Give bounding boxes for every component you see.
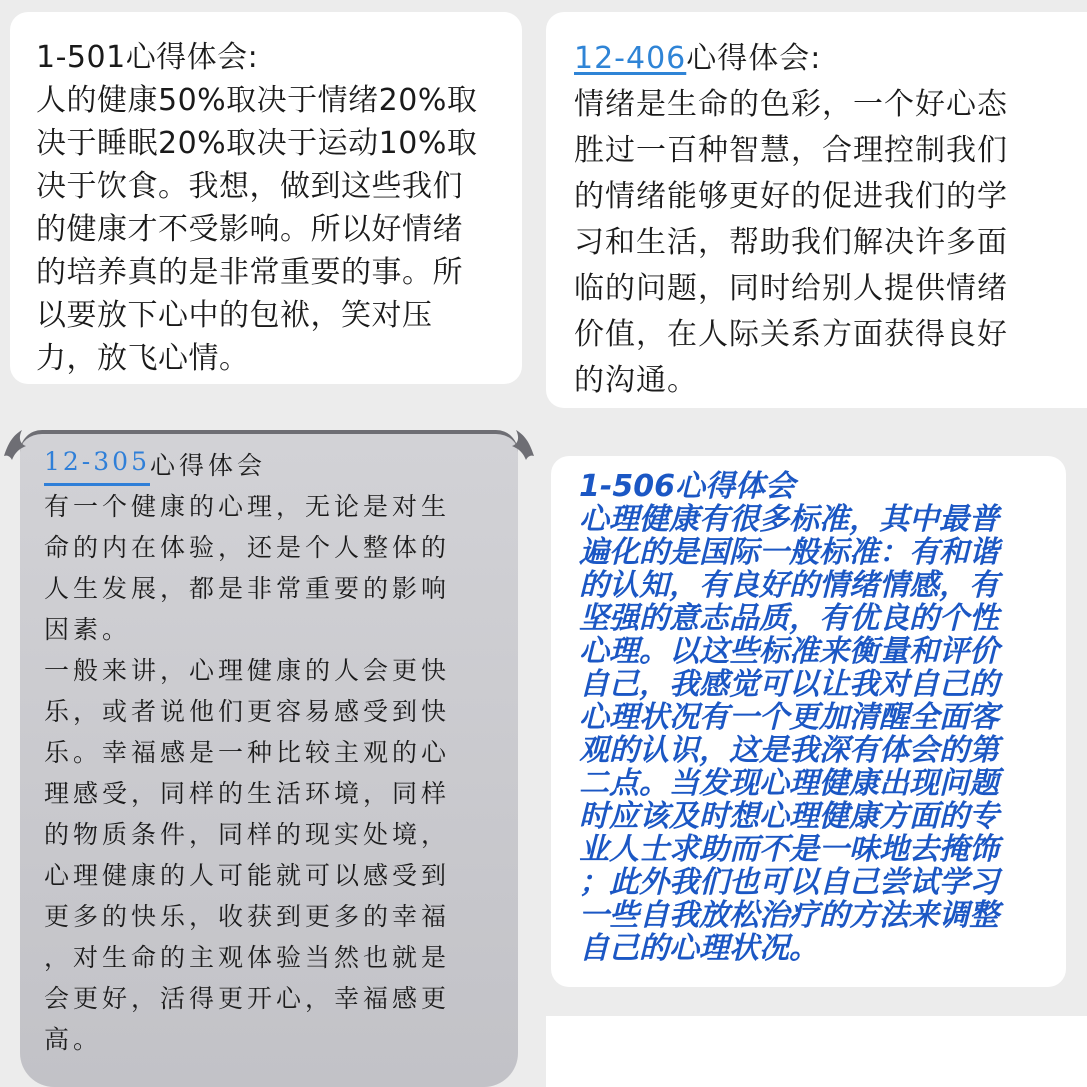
post-id: 1-501 xyxy=(36,40,126,75)
message-bubble-1-501[interactable] xyxy=(10,12,522,384)
post-id-link[interactable]: 12-305 xyxy=(44,441,150,486)
message-bubble-12-406[interactable] xyxy=(546,12,1087,408)
post-id: 1-506 xyxy=(579,469,675,504)
post-body: 心理健康有很多标准，其中最普 遍化的是国际一般标准：有和谐 的认知，有良好的情绪情感，有 坚强的意志品质，有优良的个性 心理。以这些标准来衡量和评价 自己，我感觉可以让我对自己的 心理状况有一个更加清醒全面客 观的认识，这是我深有体会的第 二点。当发现心理健康出现问题 时应该及时想心理健康方面的专 业人士求助而不是一味地去掩饰 ；此外我们也可以自己尝试学习 一些自我放松治疗的方法来调整 自己的心理状况。 xyxy=(579,502,999,966)
post-title-suffix: 心得体会 xyxy=(674,469,795,504)
post-title-suffix: 心得体会: xyxy=(125,40,259,75)
bat-icon xyxy=(2,426,42,460)
background-strip xyxy=(546,1016,1087,1087)
bubble-title xyxy=(574,36,1075,82)
bubble-title xyxy=(44,446,504,486)
post-title-suffix: 心得体会 xyxy=(149,451,266,480)
bat-icon xyxy=(496,426,536,460)
post-body: 情绪是生命的色彩，一个好心态 胜过一百种智慧，合理控制我们 的情绪能够更好的促进我们的学 习和生活，帮助我们解决许多面 临的问题，同时给别人提供情绪 价值，在人际关系方面获得良好 的沟通。 xyxy=(574,87,1008,398)
bubble-title xyxy=(36,36,502,79)
message-bubble-1-506[interactable] xyxy=(551,456,1066,987)
post-title-suffix: 心得体会: xyxy=(686,41,822,76)
post-body: 人的健康50%取决于情绪20%取 决于睡眠20%取决于运动10%取 决于饮食。我想，做到这些我们 的健康才不受影响。所以好情绪 的培养真的是非常重要的事。所 以要放下心中的包袱，笑对压 力，放飞心情。 xyxy=(36,83,478,376)
message-bubble-12-305[interactable] xyxy=(20,430,518,1087)
post-body: 有一个健康的心理，无论是对生 命的内在体验，还是个人整体的 人生发展，都是非常重要的影响 因素。 一般来讲，心理健康的人会更快 乐，或者说他们更容易感受到快 乐。幸福感是一种比较主观的心 理感受，同样的生活环境，同样 的物质条件，同样的现实处境， 心理健康的人可能就可以感受到 更多的快乐，收获到更多的幸福 ，对生命的主观体验当然也就是 会更好，活得更开心，幸福感更 高。 xyxy=(44,492,451,1054)
post-id-link[interactable]: 12-406 xyxy=(574,41,687,76)
bubble-title xyxy=(579,470,1050,503)
